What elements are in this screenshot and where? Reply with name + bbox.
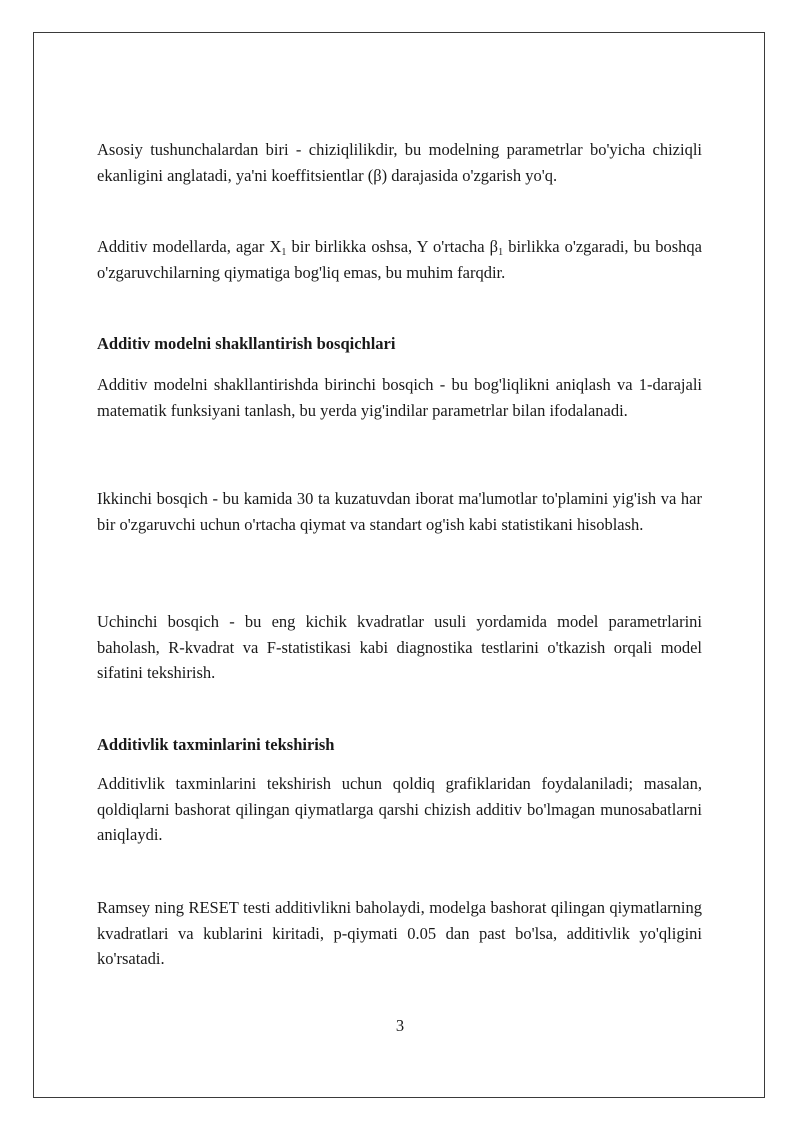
paragraph-additive-models-text-1: Additiv modellarda, agar X xyxy=(97,237,282,256)
subscript-x1: 1 xyxy=(281,247,287,258)
paragraph-residual-plots: Additivlik taxminlarini tekshirish uchun qoldiq grafiklaridan foydalaniladi; masalan, qoldiqlarni bashorat qilingan qiymatlarga qarshi chizish additiv bo'lmagan munosabatlarni aniqlaydi. xyxy=(97,774,702,844)
section-heading-formation-stages: Additiv modelni shakllantirish bosqichlari xyxy=(97,334,396,353)
page-number: 3 xyxy=(395,1016,405,1035)
subscript-beta1: 1 xyxy=(498,247,504,258)
paragraph-first-stage: Additiv modelni shakllantirishda birinchi bosqich - bu bog'liqlikni aniqlash va 1-darajali matematik funksiyani tanlash, bu yerda yig'indilar parametrlar bilan ifodalanadi. xyxy=(97,375,702,420)
paragraph-additive-models-text-3: birlikka o'zgaradi, bu boshqa o'zgaruvchilarning qiymatiga bog'liq emas, bu muhim farqdir. xyxy=(97,237,702,282)
paragraph-additive-models xyxy=(97,234,702,285)
paragraph-linearity: Asosiy tushunchalardan biri - chiziqlilikdir, bu modelning parametrlar bo'yicha chiziqli ekanligini anglatadi, ya'ni koeffitsientlar (β) darajasida o'zgarish yo'q. xyxy=(97,140,702,185)
paragraph-third-stage: Uchinchi bosqich - bu eng kichik kvadratlar usuli yordamida model parametrlarini baholash, R-kvadrat va F-statistikasi kabi diagnostika testlarini o'tkazish orqali model sifatini tekshirish. xyxy=(97,612,702,682)
paragraph-reset-test: Ramsey ning RESET testi additivlikni baholaydi, modelga bashorat qilingan qiymatlarning kvadratlari va kublarini kiritadi, p-qiymati 0.05 dan past bo'lsa, additivlik yo'qligini ko'rsatadi. xyxy=(97,898,702,968)
paragraph-additive-models-text-2: bir birlikka oshsa, Y o'rtacha β xyxy=(286,237,499,256)
paragraph-second-stage: Ikkinchi bosqich - bu kamida 30 ta kuzatuvdan iborat ma'lumotlar to'plamini yig'ish va har bir o'zgaruvchi uchun o'rtacha qiymat va standart og'ish kabi statistikani hisoblash. xyxy=(97,489,702,534)
section-heading-additivity-check: Additivlik taxminlarini tekshirish xyxy=(97,735,335,754)
